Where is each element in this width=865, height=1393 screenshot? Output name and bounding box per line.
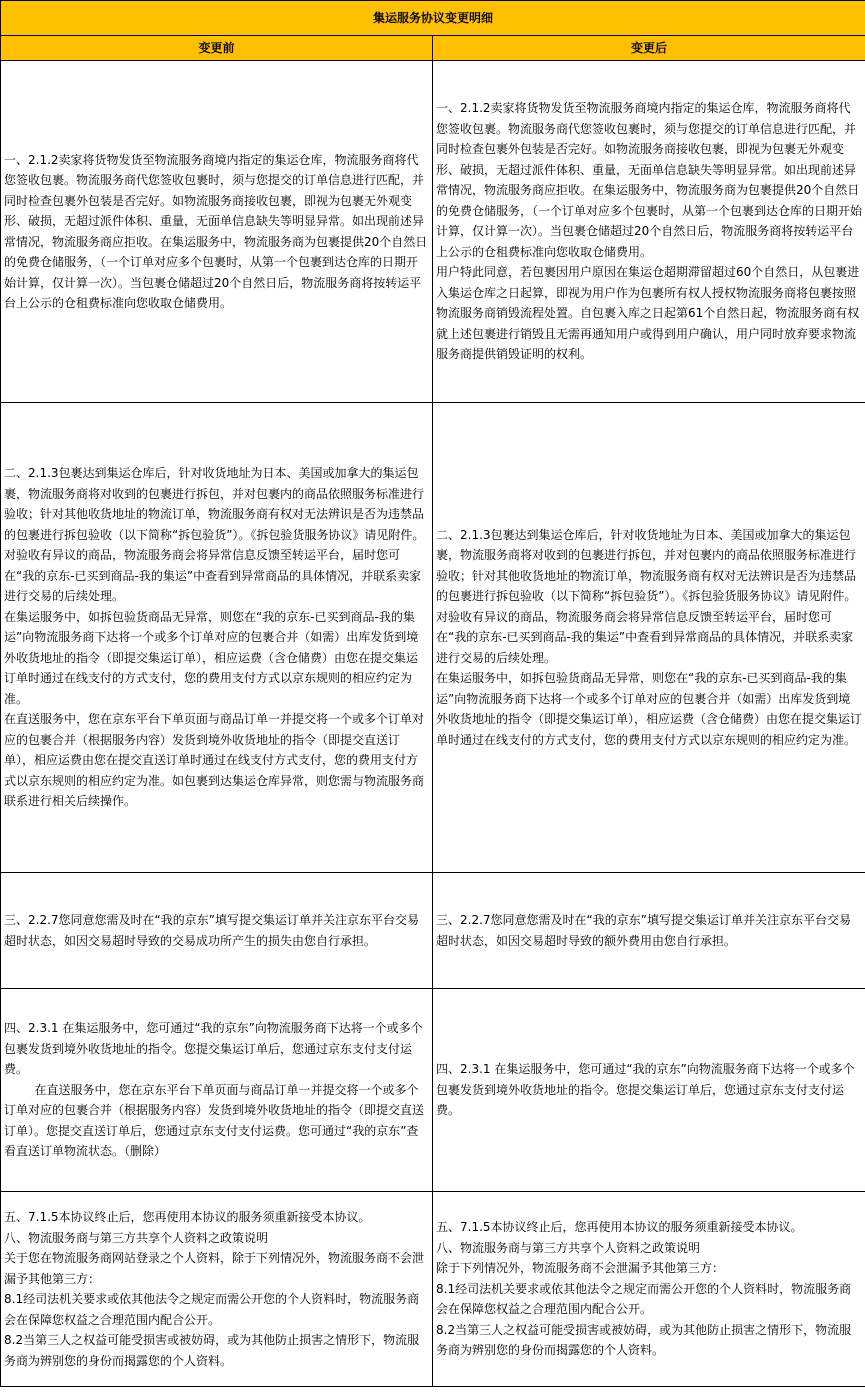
title-row bbox=[1, 1, 865, 36]
before-cell bbox=[1, 1192, 433, 1387]
table-row bbox=[1, 1192, 865, 1387]
column-header-after: 变更后 bbox=[433, 36, 865, 61]
after-cell bbox=[433, 873, 865, 989]
paragraph: 在直送服务中，您在京东平台下单页面与商品订单一并提交将一个或多个订单对应的包裹合并（根据服务内容）发货到境外收货地址的指令（即提交直送订单），相应运费由您在提交直送订单时通过在线支付方式支付，您的费用支付方式以京东规则的相应约定为准。如包裹到达集运仓库异常，则您需与物流服务商联系进行相关后续操作。 bbox=[4, 712, 425, 809]
paragraph: 一、2.1.2卖家将货物发货至物流服务商境内指定的集运仓库，物流服务商将代您签收包裹。物流服务商代您签收包裹时，须与您提交的订单信息进行匹配，并同时检查包裹外包装是否完好。如物流服务商接收包裹，即视为包裹无外观变形、破损，无超过派件体积、重量，无面单信息缺失等明显异常。如出现前述异常情况，物流服务商应拒收。在集运服务中，物流服务商为包裹提供20个自然日的免费仓储服务，（一个订单对应多个包裹时，从第一个包裹到达仓库的日期开始计算，仅计算一次）。当包裹仓储超过20个自然日后，物流服务商将按转运平台上公示的仓租费标准向您收取仓储费用。 bbox=[4, 152, 428, 310]
table-row bbox=[1, 989, 865, 1192]
before-cell bbox=[1, 61, 433, 403]
paragraph: 一、2.1.2卖家将货物发货至物流服务商境内指定的集运仓库，物流服务商将代您签收包裹。物流服务商代您签收包裹时，须与您提交的订单信息进行匹配，并同时检查包裹外包装是否完好。如物流服务商接收包裹，即视为包裹无外观变形、破损，无超过派件体积、重量，无面单信息缺失等明显异常。如出现前述异常情况，物流服务商应拒收。在集运服务中，物流服务商为包裹提供20个自然日的免费仓储服务，（一个订单对应多个包裹时，从第一个包裹到达仓库的日期开始计算，仅计算一次）。当包裹仓储超过20个自然日后，物流服务商将按转运平台上公示的仓租费标准向您收取仓储费用。 bbox=[436, 101, 863, 259]
paragraph: 8.2当第三人之权益可能受损害或被妨碍，或为其他防止损害之情形下，物流服务商为辨别您的身份而揭露您的个人资料。 bbox=[436, 1322, 852, 1358]
before-cell bbox=[1, 989, 433, 1192]
before-cell bbox=[1, 873, 433, 989]
paragraph: 八、物流服务商与第三方共享个人资料之政策说明 bbox=[4, 1230, 269, 1245]
paragraph: 四、2.3.1 在集运服务中，您可通过“我的京东”向物流服务商下达将一个或多个包裹发货到境外收货地址的指令。您提交集运订单后，您通过京东支付支付运费。 bbox=[436, 1062, 855, 1118]
table-title: 集运服务协议变更明细 bbox=[1, 1, 865, 36]
header-row bbox=[1, 36, 865, 61]
paragraph: 二、2.1.3包裹达到集运仓库后，针对收货地址为日本、美国或加拿大的集运包裹，物流服务商将对收到的包裹进行拆包，并对包裹内的商品依照服务标准进行验收；针对其他收货地址的物流订单，物流服务商有权对无法辨识是否为违禁品的包裹进行拆包验收（以下简称“拆包验货”）。《拆包验货服务协议》请见附件。对验收有异议的商品，物流服务商会将异常信息反馈至转运平台，届时您可在“我的京东-已买到商品-我的集运”中查看到异常商品的具体情况，并联系卖家进行交易的后续处理。 bbox=[4, 466, 425, 604]
paragraph: 五、7.1.5本协议终止后，您再使用本协议的服务须重新接受本协议。 bbox=[4, 1210, 371, 1224]
paragraph: 8.1经司法机关要求或依其他法令之规定而需公开您的个人资料时，物流服务商会在保障您权益之合理范围内配合公开。 bbox=[4, 1292, 420, 1327]
table-row bbox=[1, 61, 865, 403]
paragraph: 关于您在物流服务商网站登录之个人资料，除于下列情况外，物流服务商不会泄漏予其他第三方： bbox=[4, 1251, 425, 1286]
paragraph: 五、7.1.5本协议终止后，您再使用本协议的服务须重新接受本协议。 bbox=[436, 1220, 803, 1235]
table-row bbox=[1, 873, 865, 989]
paragraph: 8.1经司法机关要求或依其他法令之规定而需公开您的个人资料时，物流服务商会在保障您权益之合理范围内配合公开。 bbox=[436, 1281, 852, 1317]
paragraph: 除于下列情况外，物流服务商不会泄漏予其他第三方： bbox=[436, 1261, 725, 1276]
after-cell bbox=[433, 61, 865, 403]
paragraph: 用户特此同意，若包裹因用户原因在集运仓超期滞留超过60个自然日，从包裹进入集运仓库之日起算，即视为用户作为包裹所有权人授权物流服务商将包裹按照物流服务商销毁流程处置。自包裹入库之日起第61个自然日起，物流服务商有权就上述包裹进行销毁且无需再通知用户或得到用户确认，用户同时放弃要求物流服务商提供销毁证明的权利。 bbox=[436, 265, 860, 362]
paragraph: 在集运服务中，如拆包验货商品无异常，则您在“我的京东-已买到商品-我的集运”向物流服务商下达将一个或多个订单对应的包裹合并（如需）出库发货到境外收货地址的指令（即提交集运订单），相应运费（含仓储费）由您在提交集运订单时通过在线支付的方式支付，您的费用支付方式以京东规则的相应约定为准。 bbox=[436, 671, 863, 747]
column-header-before: 变更前 bbox=[1, 36, 433, 61]
paragraph: 三、2.2.7您同意您需及时在“我的京东”填写提交集运订单并关注京东平台交易超时状态，如因交易超时导致的交易成功所产生的损失由您自行承担。 bbox=[4, 913, 419, 948]
after-cell bbox=[433, 403, 865, 873]
paragraph: 二、2.1.3包裹达到集运仓库后，针对收货地址为日本、美国或加拿大的集运包裹，物流服务商将对收到的包裹进行拆包，并对包裹内的商品依照服务标准进行验收；针对其他收货地址的物流订单，物流服务商有权对无法辨识是否为违禁品的包裹进行拆包验收（以下简称“拆包验货”）。《拆包验货服务协议》请见附件。对验收有异议的商品，物流服务商会将异常信息反馈至转运平台，届时您可在“我的京东-已买到商品-我的集运”中查看到异常商品的具体情况，并联系卖家进行交易的后续处理。 bbox=[436, 527, 857, 665]
table-row bbox=[1, 403, 865, 873]
paragraph: 在直送服务中，您在京东平台下单页面与商品订单一并提交将一个或多个订单对应的包裹合并（根据服务内容）发货到境外收货地址的指令（即提交直送订单）。您提交直送订单后，您通过京东支付支付运费。您可通过“我的京东”查看直送订单物流状态。（删除） bbox=[4, 1082, 425, 1159]
paragraph: 8.2当第三人之权益可能受损害或被妨碍，或为其他防止损害之情形下，物流服务商为辨别您的身份而揭露您的个人资料。 bbox=[4, 1333, 420, 1368]
paragraph: 四、2.3.1 在集运服务中，您可通过“我的京东”向物流服务商下达将一个或多个包裹发货到境外收货地址的指令。您提交集运订单后，您通过京东支付支付运费。 bbox=[4, 1021, 423, 1077]
after-cell bbox=[433, 989, 865, 1192]
paragraph: 三、2.2.7您同意您需及时在“我的京东”填写提交集运订单并关注京东平台交易超时状态，如因交易超时导致的额外费用由您自行承担。 bbox=[436, 913, 851, 948]
paragraph: 八、物流服务商与第三方共享个人资料之政策说明 bbox=[436, 1240, 701, 1255]
after-cell bbox=[433, 1192, 865, 1387]
paragraph: 在集运服务中，如拆包验货商品无异常，则您在“我的京东-已买到商品-我的集运”向物流服务商下达将一个或多个订单对应的包裹合并（如需）出库发货到境外收货地址的指令（即提交集运订单），相应运费（含仓储费）由您在提交集运订单时通过在线支付的方式支付，您的费用支付方式以京东规则的相应约定为准。 bbox=[4, 609, 419, 706]
before-cell bbox=[1, 403, 433, 873]
